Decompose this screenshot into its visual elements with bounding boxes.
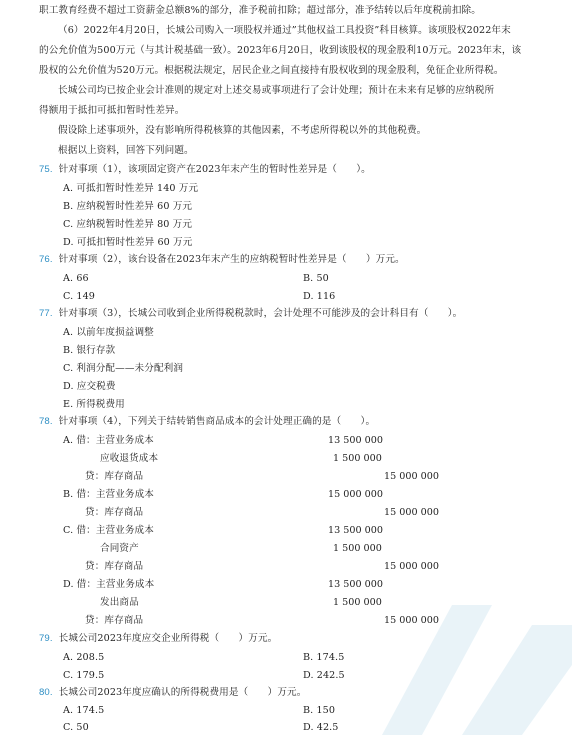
question-text: 针对事项（4），下列关于结转销售商品成本的会计处理正确的是（ ）。 <box>58 416 376 427</box>
entry-account: 应收退货成本 <box>100 453 159 464</box>
option-d[interactable]: D. 242.5 <box>303 670 345 681</box>
intro-line: 股权的公允价值为520万元。根据税法规定，居民企业之间直接持有股权收到的现金股利，免征企业所得税。 <box>39 65 504 76</box>
entry-account: 贷：库存商品 <box>85 561 144 572</box>
intro-line: 得额用于抵扣可抵扣暂时性差异。 <box>39 105 185 116</box>
entry-account: 发出商品 <box>100 597 139 608</box>
option-d[interactable]: D. 借：主营业务成本 <box>63 579 155 590</box>
option-a[interactable]: A. 174.5 <box>63 705 105 716</box>
option-c[interactable]: C. 149 <box>63 291 96 302</box>
intro-line: 的公允价值为500万元（与其计税基础一致）。2023年6月20日，收到该股权的现金股利10万元。2023年末，该 <box>39 45 522 56</box>
option-c[interactable]: C. 应纳税暂时性差异 80 万元 <box>63 219 193 230</box>
option-d[interactable]: D. 应交税费 <box>63 381 116 392</box>
option-c[interactable]: C. 利润分配——未分配利润 <box>63 363 184 374</box>
question-text: 针对事项（1），该项固定资产在2023年末产生的暂时性差异是（ ）。 <box>58 164 371 175</box>
credit-amount: 15 000 000 <box>384 507 439 518</box>
entry-account: 贷：库存商品 <box>85 507 144 518</box>
question-text: 长城公司2023年度应交企业所得税（ ）万元。 <box>58 633 278 644</box>
option-a[interactable]: A. 66 <box>63 273 89 284</box>
option-d[interactable]: D. 116 <box>303 291 336 302</box>
option-c[interactable]: C. 借：主营业务成本 <box>63 525 154 536</box>
option-b[interactable]: B. 借：主营业务成本 <box>63 489 154 500</box>
option-b[interactable]: B. 银行存款 <box>63 345 116 356</box>
question-number: 76. <box>39 254 53 265</box>
question-80 <box>39 687 306 699</box>
debit-amount: 13 500 000 <box>328 525 383 536</box>
question-text: 针对事项（3），长城公司收到企业所得税税款时，会计处理不可能涉及的会计科目有（ ）。 <box>58 308 463 319</box>
question-number: 79. <box>39 633 53 644</box>
option-d[interactable]: D. 可抵扣暂时性差异 60 万元 <box>63 237 193 248</box>
question-text: 长城公司2023年度应确认的所得税费用是（ ）万元。 <box>58 687 307 698</box>
option-b[interactable]: B. 50 <box>303 273 329 284</box>
credit-amount: 15 000 000 <box>384 615 439 626</box>
debit-amount: 15 000 000 <box>328 489 383 500</box>
option-d[interactable]: D. 42.5 <box>303 722 339 733</box>
question-76 <box>39 254 405 266</box>
option-c[interactable]: C. 179.5 <box>63 670 105 681</box>
debit-amount: 13 500 000 <box>328 579 383 590</box>
question-79 <box>39 633 277 645</box>
question-78 <box>39 416 375 428</box>
intro-line: 长城公司均已按企业会计准则的规定对上述交易或事项进行了会计处理；预计在未来有足够的应纳税所 <box>58 85 495 96</box>
debit-amount: 1 500 000 <box>333 597 382 608</box>
option-b[interactable]: B. 150 <box>303 705 336 716</box>
question-number: 78. <box>39 416 53 427</box>
credit-amount: 15 000 000 <box>384 471 439 482</box>
credit-amount: 15 000 000 <box>384 561 439 572</box>
intro-line: 职工教育经费不超过工资薪金总额8%的部分，准予税前扣除；超过部分，准予结转以后年度税前扣除。 <box>39 5 481 16</box>
debit-amount: 1 500 000 <box>333 453 382 464</box>
option-c[interactable]: C. 50 <box>63 722 89 733</box>
option-e[interactable]: E. 所得税费用 <box>63 399 125 410</box>
option-a[interactable]: A. 可抵扣暂时性差异 140 万元 <box>63 183 199 194</box>
option-a[interactable]: A. 借：主营业务成本 <box>63 435 154 446</box>
intro-line: 根据以上资料，回答下列问题。 <box>58 145 194 156</box>
entry-account: 贷：库存商品 <box>85 615 144 626</box>
debit-amount: 1 500 000 <box>333 543 382 554</box>
question-number: 75. <box>39 164 53 175</box>
option-b[interactable]: B. 174.5 <box>303 652 345 663</box>
option-a[interactable]: A. 以前年度损益调整 <box>63 327 154 338</box>
question-number: 80. <box>39 687 53 698</box>
entry-account: 贷：库存商品 <box>85 471 144 482</box>
question-text: 针对事项（2），该台设备在2023年末产生的应纳税暂时性差异是（ ）万元。 <box>58 254 405 265</box>
intro-line: 假设除上述事项外，没有影响所得税核算的其他因素，不考虑所得税以外的其他税费。 <box>58 125 427 136</box>
question-number: 77. <box>39 308 53 319</box>
entry-account: 合同资产 <box>100 543 139 554</box>
question-77 <box>39 308 462 320</box>
option-a[interactable]: A. 208.5 <box>63 652 105 663</box>
option-b[interactable]: B. 应纳税暂时性差异 60 万元 <box>63 201 193 212</box>
debit-amount: 13 500 000 <box>328 435 383 446</box>
intro-line: （6）2022年4月20日，长城公司购入一项股权并通过”其他权益工具投资”科目核算。该项股权2022年末 <box>58 25 511 36</box>
question-75 <box>39 164 371 176</box>
